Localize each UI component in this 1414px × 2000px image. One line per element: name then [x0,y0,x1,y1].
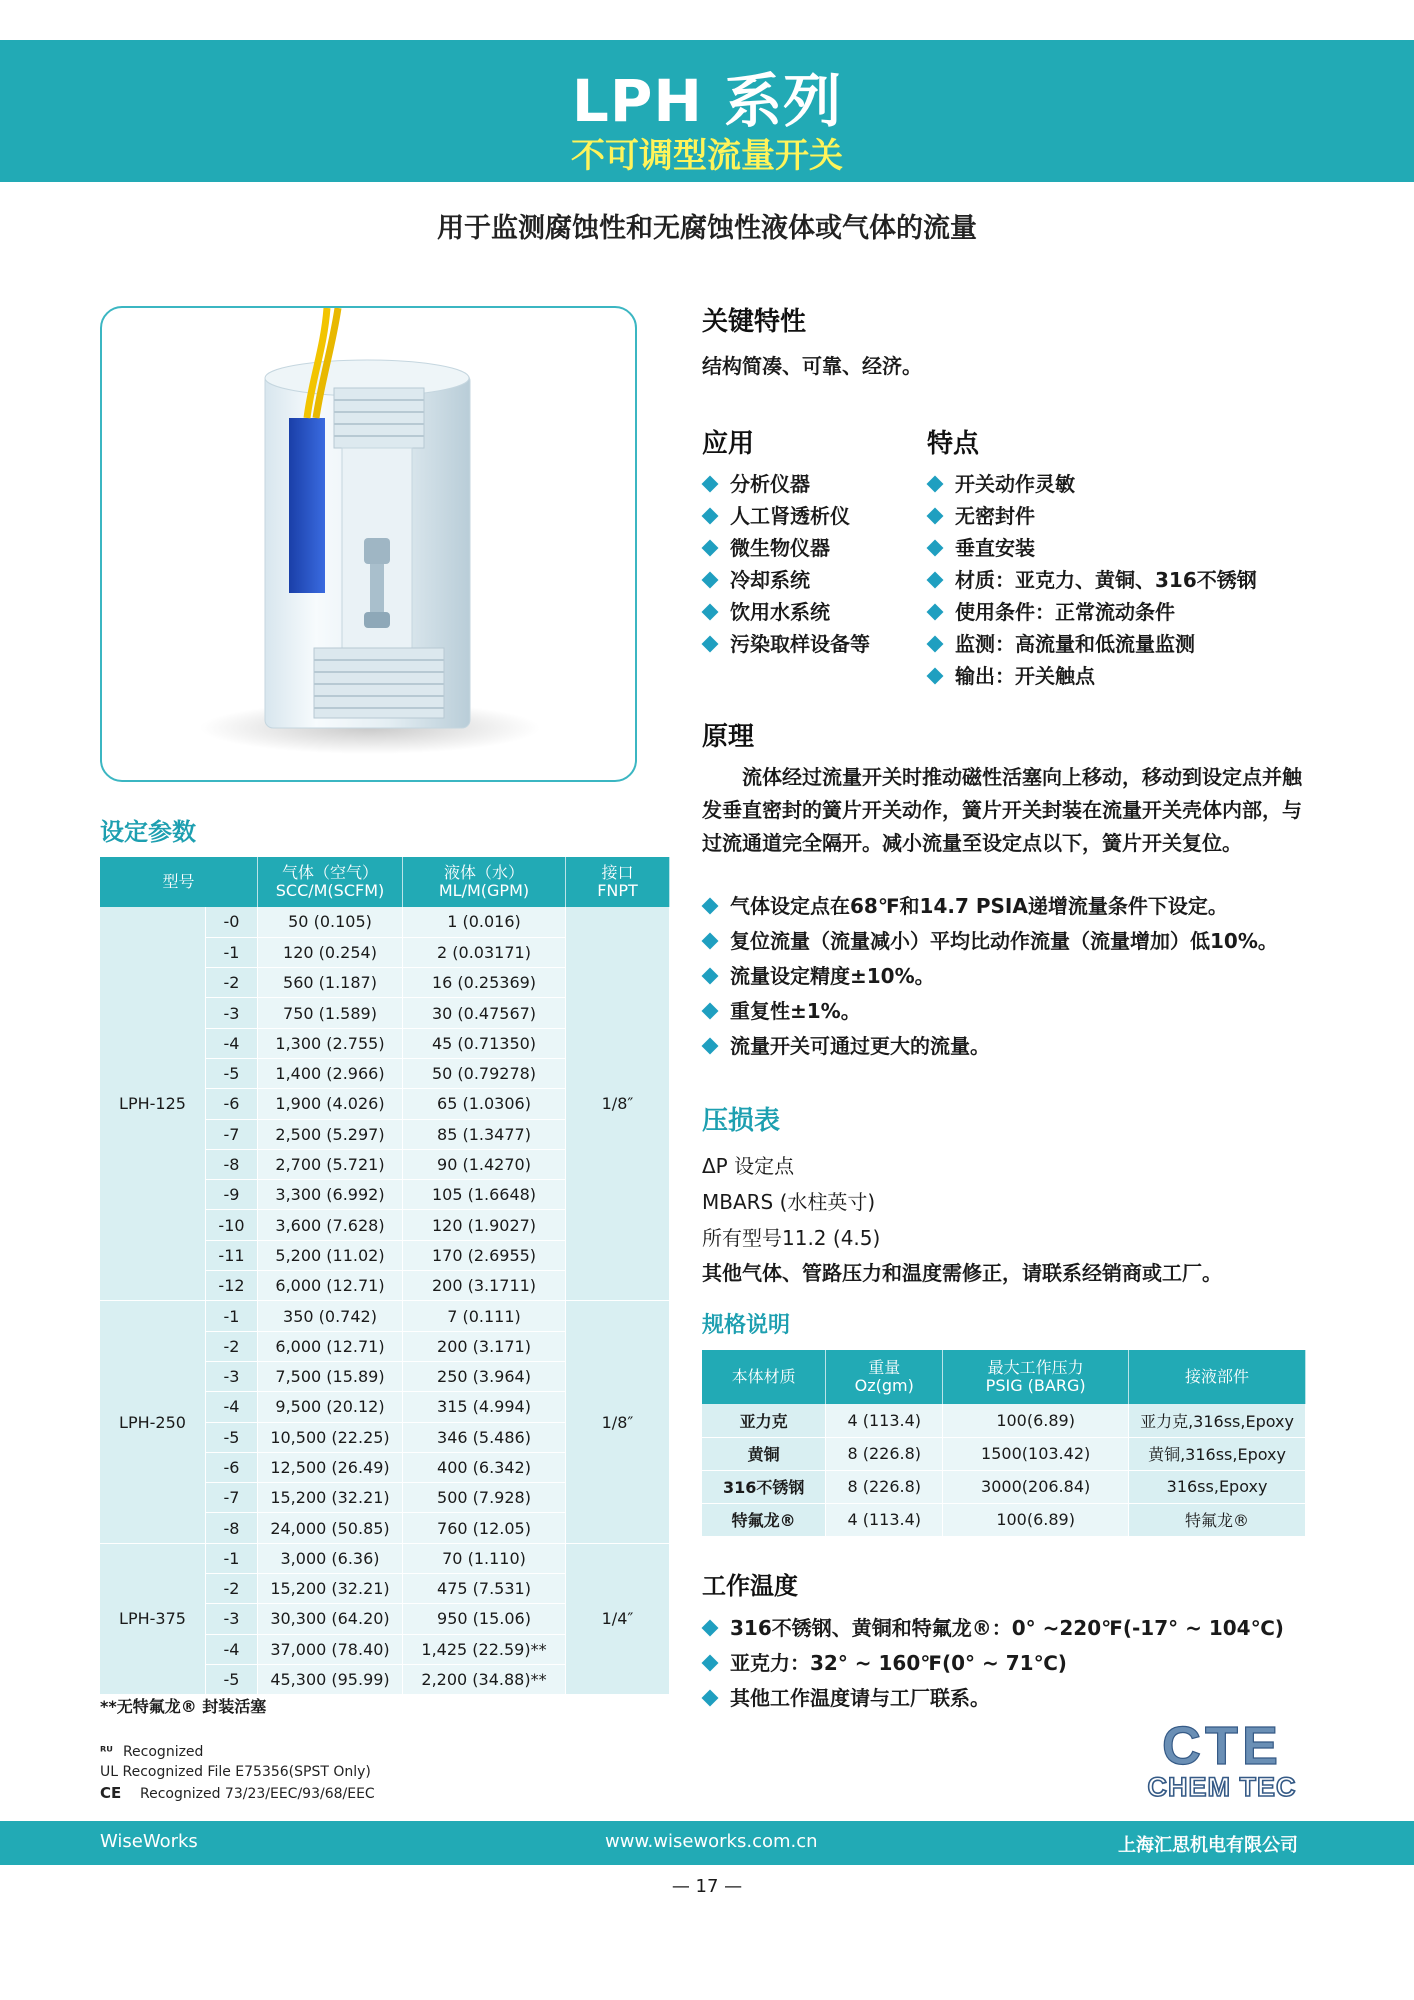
material-cell: 特氟龙® [702,1503,826,1536]
liquid-flow-cell: 7 (0.111) [403,1301,566,1331]
col-header-material: 本体材质 [702,1350,826,1404]
list-item: 输出：开关触点 [927,660,1257,692]
logo-mark: CTE [1162,1716,1282,1776]
liquid-flow-cell: 1,425 (22.59)** [403,1634,566,1664]
port-cell: 1/4″ [566,1543,670,1694]
liquid-flow-cell: 105 (1.6648) [403,1180,566,1210]
pressure-loss-line: ΔP 设定点 [702,1154,795,1178]
page-subtitle: 不可调型流量开关 [571,136,843,176]
liquid-flow-cell: 200 (3.171) [403,1331,566,1361]
liquid-flow-cell: 315 (4.994) [403,1392,566,1422]
model-cell: LPH-375 [100,1543,206,1694]
setting-code-cell: -0 [206,907,258,937]
material-cell: 亚力克 [702,1404,826,1437]
setting-code-cell: -4 [206,1634,258,1664]
pressure-cell: 3000(206.84) [943,1470,1129,1503]
col-header-weight: 重量 Oz(gm) [826,1350,943,1404]
port-cell: 1/8″ [566,907,670,1301]
gas-flow-cell: 5,200 (11.02) [258,1240,403,1270]
setting-code-cell: -3 [206,998,258,1028]
gas-flow-cell: 6,000 (12.71) [258,1331,403,1361]
list-item: 使用条件：正常流动条件 [927,596,1257,628]
gas-flow-cell: 350 (0.742) [258,1301,403,1331]
diamond-bullet-icon [702,508,719,525]
settings-heading: 设定参数 [100,818,196,846]
diamond-bullet-icon [927,604,944,621]
gas-flow-cell: 15,200 (32.21) [258,1483,403,1513]
list-item: 微生物仪器 [702,532,870,564]
list-item: 其他工作温度请与工厂联系。 [702,1682,1284,1717]
setting-code-cell: -2 [206,1331,258,1361]
gas-flow-cell: 2,500 (5.297) [258,1119,403,1149]
gas-flow-cell: 45,300 (95.99) [258,1664,403,1694]
gas-flow-cell: 1,300 (2.755) [258,1028,403,1058]
liquid-flow-cell: 120 (1.9027) [403,1210,566,1240]
setting-code-cell: -4 [206,1392,258,1422]
ul-recognized: ᴿᵁ Recognized [100,1744,204,1760]
model-cell: LPH-250 [100,1301,206,1543]
setting-code-cell: -1 [206,937,258,967]
table-row [702,1470,1306,1503]
setting-code-cell: -10 [206,1210,258,1240]
pressure-cell: 100(6.89) [943,1503,1129,1536]
liquid-flow-cell: 30 (0.47567) [403,998,566,1028]
temperature-heading: 工作温度 [702,1572,798,1600]
footer-company: 上海汇思机电有限公司 [1118,1835,1298,1856]
ul-file-text: UL Recognized File E75356(SPST Only) [100,1764,371,1780]
product-photo [100,306,637,782]
material-cell: 316不锈钢 [702,1470,826,1503]
footer-brand: WiseWorks [100,1831,198,1852]
gas-flow-cell: 6,000 (12.71) [258,1271,403,1301]
list-item: 复位流量（流量减小）平均比动作流量（流量增加）低10%。 [702,925,1278,960]
setting-code-cell: -5 [206,1422,258,1452]
liquid-flow-cell: 2,200 (34.88)** [403,1664,566,1694]
list-item: 分析仪器 [702,468,870,500]
pressure-cell: 100(6.89) [943,1404,1129,1437]
liquid-flow-cell: 16 (0.25369) [403,968,566,998]
gas-flow-cell: 560 (1.187) [258,968,403,998]
diamond-bullet-icon [927,508,944,525]
gas-flow-cell: 9,500 (20.12) [258,1392,403,1422]
list-item: 材质：亚克力、黄铜、316不锈钢 [927,564,1257,596]
diamond-bullet-icon [927,636,944,653]
principle-paragraph: 流体经过流量开关时推动磁性活塞向上移动，移动到设定点并触发垂直密封的簧片开关动作，簧片开关封装在流量开关壳体内部，与过流通道完全隔开。减小流量至设定点以下，簧片开关复位。 [702,765,1302,855]
gas-flow-cell: 3,000 (6.36) [258,1543,403,1573]
list-item: 316不锈钢、黄铜和特氟龙®：0° ~220℉(-17° ~ 104℃) [702,1612,1284,1647]
list-item: 重复性±1%。 [702,995,1278,1030]
features-heading: 特点 [927,429,980,459]
gas-flow-cell: 15,200 (32.21) [258,1574,403,1604]
liquid-flow-cell: 45 (0.71350) [403,1028,566,1058]
principle-bullets [702,890,1278,1065]
pressure-loss-line: MBARS (水柱英寸) [702,1190,876,1214]
ce-mark-icon: CE [100,1784,122,1802]
diamond-bullet-icon [702,604,719,621]
list-item: 流量设定精度±10%。 [702,960,1278,995]
col-header-liquid: 液体（水） ML/M(GPM) [403,857,566,907]
pressure-cell: 1500(103.42) [943,1437,1129,1470]
gas-flow-cell: 50 (0.105) [258,907,403,937]
liquid-flow-cell: 2 (0.03171) [403,937,566,967]
setting-code-cell: -6 [206,1089,258,1119]
diamond-bullet-icon [702,1655,719,1672]
list-item: 饮用水系统 [702,596,870,628]
setting-code-cell: -12 [206,1271,258,1301]
material-cell: 黄铜 [702,1437,826,1470]
diamond-bullet-icon [702,968,719,985]
diamond-bullet-icon [702,572,719,589]
list-item: 亚克力：32° ~ 160℉(0° ~ 71℃) [702,1647,1284,1682]
diamond-bullet-icon [702,933,719,950]
flow-switch-illustration [102,308,637,782]
table-row [100,907,670,937]
gas-flow-cell: 1,400 (2.966) [258,1058,403,1088]
setting-code-cell: -4 [206,1028,258,1058]
ul-mark-icon: ᴿᵁ [100,1745,113,1760]
diamond-bullet-icon [927,540,944,557]
applications-heading: 应用 [702,429,755,459]
liquid-flow-cell: 1 (0.016) [403,907,566,937]
list-item: 人工肾透析仪 [702,500,870,532]
liquid-flow-cell: 85 (1.3477) [403,1119,566,1149]
pressure-loss-line: 所有型号11.2 (4.5) [702,1226,881,1250]
applications-list [702,468,870,660]
liquid-flow-cell: 70 (1.110) [403,1543,566,1573]
pressure-loss-heading: 压损表 [702,1106,781,1136]
diamond-bullet-icon [702,1003,719,1020]
setting-code-cell: -5 [206,1058,258,1088]
setting-code-cell: -6 [206,1452,258,1482]
weight-cell: 4 (113.4) [826,1503,943,1536]
list-item: 开关动作灵敏 [927,468,1257,500]
pressure-loss-note: 其他气体、管路压力和温度需修正，请联系经销商或工厂。 [702,1261,1222,1285]
key-features-text: 结构简凑、可靠、经济。 [702,354,922,378]
table-row [100,1543,670,1573]
col-header-gas: 气体（空气） SCC/M(SCFM) [258,857,403,907]
gas-flow-cell: 10,500 (22.25) [258,1422,403,1452]
table-row [702,1503,1306,1536]
diamond-bullet-icon [702,636,719,653]
liquid-flow-cell: 500 (7.928) [403,1483,566,1513]
header-band [0,40,1414,182]
diamond-bullet-icon [702,476,719,493]
principle-heading: 原理 [702,722,755,752]
gas-flow-cell: 1,900 (4.026) [258,1089,403,1119]
table-row [702,1437,1306,1470]
setting-code-cell: -8 [206,1149,258,1179]
list-item: 气体设定点在68℉和14.7 PSIA递增流量条件下设定。 [702,890,1278,925]
weight-cell: 8 (226.8) [826,1470,943,1503]
wetted-parts-cell: 特氟龙® [1129,1503,1306,1536]
weight-cell: 4 (113.4) [826,1404,943,1437]
liquid-flow-cell: 400 (6.342) [403,1452,566,1482]
diamond-bullet-icon [702,1620,719,1637]
setting-code-cell: -3 [206,1361,258,1391]
chem-tec-logo [1138,1716,1306,1802]
liquid-flow-cell: 90 (1.4270) [403,1149,566,1179]
footer-band [0,1821,1414,1865]
gas-flow-cell: 24,000 (50.85) [258,1513,403,1543]
gas-flow-cell: 750 (1.589) [258,998,403,1028]
list-item: 流量开关可通过更大的流量。 [702,1030,1278,1065]
wetted-parts-cell: 黄铜,316ss,Epoxy [1129,1437,1306,1470]
col-header-pressure: 最大工作压力 PSIG (BARG) [943,1350,1129,1404]
gas-flow-cell: 2,700 (5.721) [258,1149,403,1179]
specs-heading: 规格说明 [702,1313,791,1338]
list-item: 垂直安装 [927,532,1257,564]
key-features-heading: 关键特性 [702,307,807,337]
liquid-flow-cell: 65 (1.0306) [403,1089,566,1119]
setting-code-cell: -8 [206,1513,258,1543]
setting-code-cell: -3 [206,1604,258,1634]
footer-website-link[interactable]: www.wiseworks.com.cn [605,1831,818,1852]
tagline: 用于监测腐蚀性和无腐蚀性液体或气体的流量 [437,213,977,244]
gas-flow-cell: 37,000 (78.40) [258,1634,403,1664]
gas-flow-cell: 12,500 (26.49) [258,1452,403,1482]
liquid-flow-cell: 950 (15.06) [403,1604,566,1634]
liquid-flow-cell: 475 (7.531) [403,1574,566,1604]
gas-flow-cell: 7,500 (15.89) [258,1361,403,1391]
weight-cell: 8 (226.8) [826,1437,943,1470]
liquid-flow-cell: 250 (3.964) [403,1361,566,1391]
list-item: 污染取样设备等 [702,628,870,660]
gas-flow-cell: 3,300 (6.992) [258,1180,403,1210]
col-header-port: 接口 FNPT [566,857,670,907]
liquid-flow-cell: 760 (12.05) [403,1513,566,1543]
diamond-bullet-icon [927,668,944,685]
model-cell: LPH-125 [100,907,206,1301]
setting-code-cell: -2 [206,1574,258,1604]
specs-table [702,1350,1306,1537]
liquid-flow-cell: 170 (2.6955) [403,1240,566,1270]
port-cell: 1/8″ [566,1301,670,1543]
setting-code-cell: -9 [206,1180,258,1210]
setting-code-cell: -11 [206,1240,258,1270]
wetted-parts-cell: 亚力克,316ss,Epoxy [1129,1404,1306,1437]
setting-code-cell: -1 [206,1543,258,1573]
page-number: — 17 — [671,1876,743,1897]
setting-code-cell: -5 [206,1664,258,1694]
diamond-bullet-icon [702,540,719,557]
table-row [100,1301,670,1331]
liquid-flow-cell: 346 (5.486) [403,1422,566,1452]
liquid-flow-cell: 200 (3.1711) [403,1271,566,1301]
list-item: 冷却系统 [702,564,870,596]
ce-recognized: CE Recognized 73/23/EEC/93/68/EEC [100,1784,375,1802]
list-item: 无密封件 [927,500,1257,532]
diamond-bullet-icon [927,476,944,493]
setting-code-cell: -2 [206,968,258,998]
settings-footnote: **无特氟龙® 封装活塞 [100,1697,267,1716]
page-title: LPH 系列 [571,67,843,135]
col-header-wetted: 接液部件 [1129,1350,1306,1404]
gas-flow-cell: 120 (0.254) [258,937,403,967]
diamond-bullet-icon [702,1690,719,1707]
diamond-bullet-icon [702,1038,719,1055]
gas-flow-cell: 30,300 (64.20) [258,1604,403,1634]
logo-wordmark: CHEM TEC [1147,1772,1297,1802]
list-item: 监测：高流量和低流量监测 [927,628,1257,660]
diamond-bullet-icon [702,898,719,915]
gas-flow-cell: 3,600 (7.628) [258,1210,403,1240]
setting-code-cell: -7 [206,1483,258,1513]
features-list [927,468,1257,692]
temperature-list [702,1612,1284,1717]
liquid-flow-cell: 50 (0.79278) [403,1058,566,1088]
settings-table [100,857,670,1695]
diamond-bullet-icon [927,572,944,589]
table-row [702,1404,1306,1437]
wetted-parts-cell: 316ss,Epoxy [1129,1470,1306,1503]
setting-code-cell: -7 [206,1119,258,1149]
col-header-model: 型号 [100,857,258,907]
setting-code-cell: -1 [206,1301,258,1331]
